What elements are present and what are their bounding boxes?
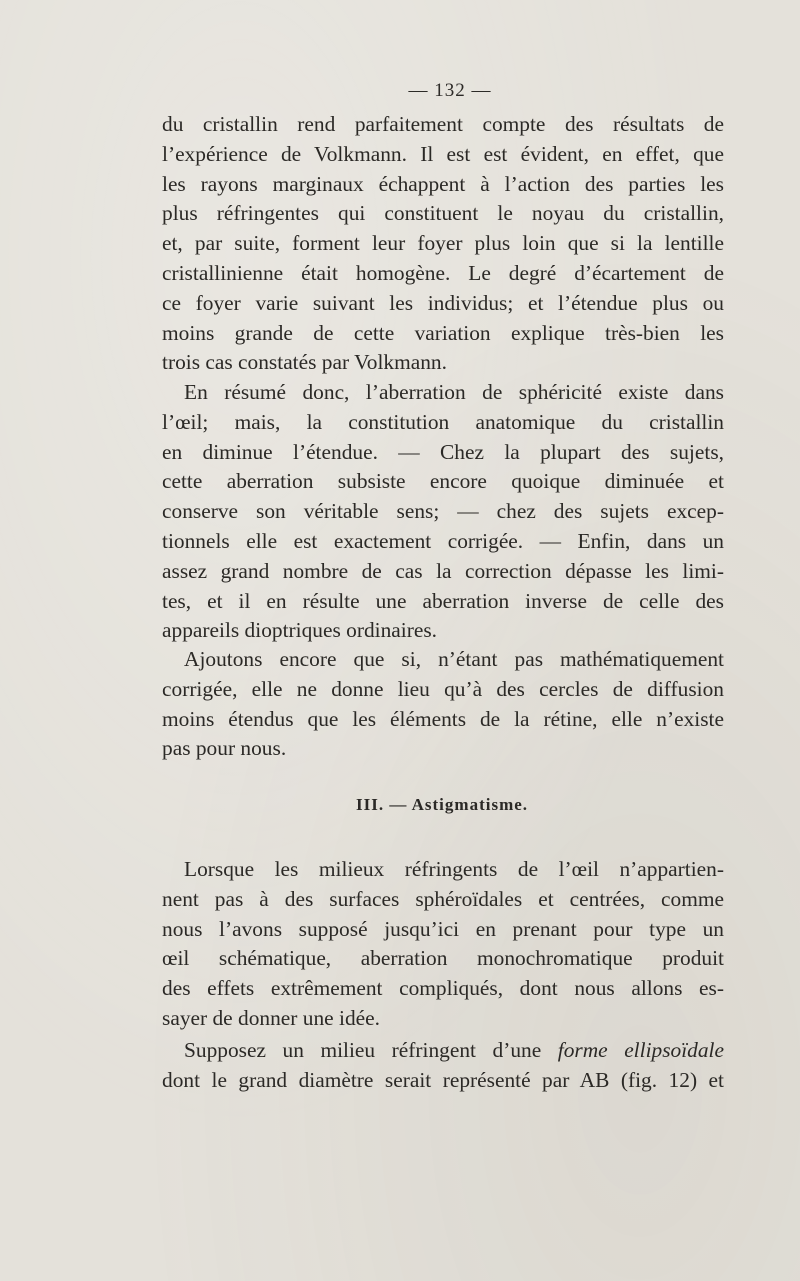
text-line: en diminue l’étendue. — Chez la plupart des sujets, xyxy=(162,439,724,464)
text-line: tes, et il en résulte une aberration inverse de celle des xyxy=(162,588,724,613)
text-line: cette aberration subsiste encore quoique diminuée et xyxy=(162,469,724,494)
text-line: les rayons marginaux échappent à l’action des parties les xyxy=(162,171,724,196)
text-line: œil schématique, aberration monochromatique produit xyxy=(162,946,724,971)
paragraph-3 xyxy=(162,645,724,764)
text-line: appareils dioptriques ordinaires. xyxy=(162,618,438,643)
text-line: nent pas à des surfaces sphéroïdales et centrées, comme xyxy=(162,886,724,911)
text-line: du cristallin rend parfaitement compte des résultats de xyxy=(162,112,724,136)
text-line xyxy=(162,1036,724,1066)
text-line: nous l’avons supposé jusqu’ici en prenant pour type un xyxy=(162,916,724,941)
text-line: et, par suite, forment leur foyer plus loin que si la lentille xyxy=(162,231,724,256)
text-line: conserve son véritable sens; — chez des sujets excep- xyxy=(162,499,724,524)
text-line: cristallinienne était homogène. Le degré d’écartement de xyxy=(162,260,724,285)
paragraph-4 xyxy=(162,855,724,1034)
text-line: moins étendus que les éléments de la rétine, elle n’existe xyxy=(162,706,724,731)
text-line: pas pour nous. xyxy=(162,736,287,761)
text-line: En résumé donc, l’aberration de sphéricité existe dans xyxy=(184,380,724,404)
paragraph-1 xyxy=(162,110,724,378)
page-number: — 132 — xyxy=(408,80,492,101)
text-line: Lorsque les milieux réfringents de l’œil n’appartien- xyxy=(184,857,724,881)
text-line: l’œil; mais, la constitution anatomique du cristallin xyxy=(162,409,724,434)
text-line: moins grande de cette variation explique très-bien les xyxy=(162,320,724,345)
text-line: l’expérience de Volkmann. Il est est évident, en effet, que xyxy=(162,141,724,166)
text-line: plus réfringentes qui constituent le noyau du cristallin, xyxy=(162,201,724,226)
text-line: assez grand nombre de cas la correction dépasse les limi- xyxy=(162,558,724,583)
text-line: tionnels elle est exactement corrigée. — Enfin, dans un xyxy=(162,528,724,553)
text-line: trois cas constatés par Volkmann. xyxy=(162,350,447,375)
section-heading: III. — Astigmatisme. xyxy=(355,795,529,814)
text-line: des effets extrêmement compliqués, dont nous allons es- xyxy=(162,976,724,1001)
text-line: Ajoutons encore que si, n’étant pas mathématiquement xyxy=(184,647,724,671)
text-line: ce foyer varie suivant les individus; et l’étendue plus ou xyxy=(162,290,724,315)
text-segment: Supposez un milieu réfringent d’une xyxy=(184,1038,558,1062)
italic-term: forme ellipsoïdale xyxy=(557,1038,724,1062)
paragraph-2 xyxy=(162,378,724,646)
text-line: sayer de donner une idée. xyxy=(162,1005,380,1030)
text-line: dont le grand diamètre serait représenté par AB (fig. 12) et xyxy=(162,1067,724,1092)
paragraph-5 xyxy=(162,1036,724,1096)
text-line: corrigée, elle ne donne lieu qu’à des cercles de diffusion xyxy=(162,676,724,701)
